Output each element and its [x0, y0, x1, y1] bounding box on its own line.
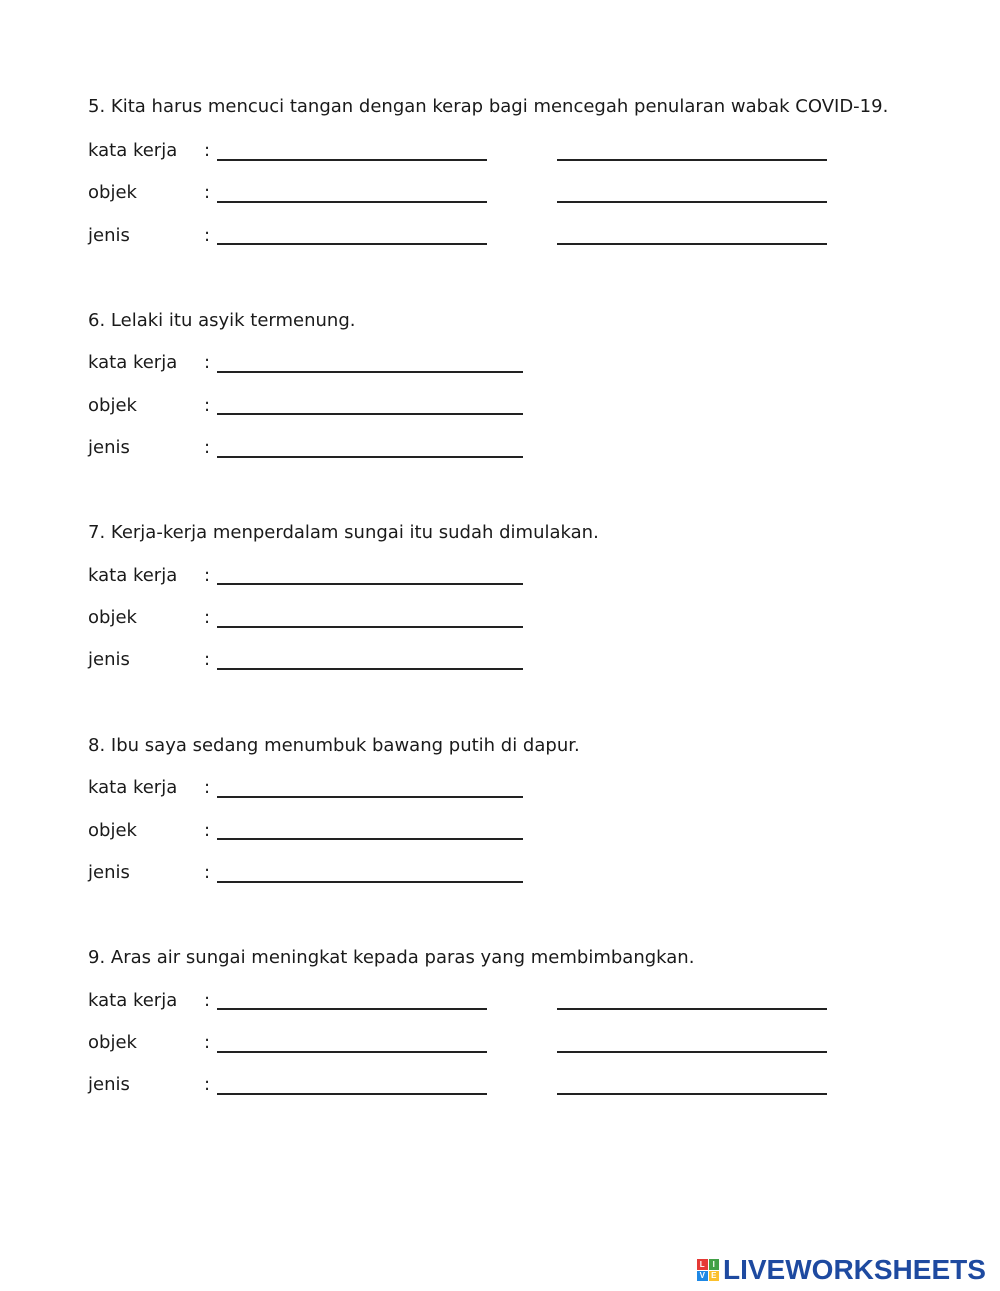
answer-blank-q7-type[interactable]: [217, 668, 523, 670]
colon: :: [204, 182, 211, 203]
logo-letter: V: [697, 1271, 708, 1282]
logo-letter: I: [709, 1259, 720, 1270]
colon: :: [204, 225, 211, 246]
label-jenis: jenis: [88, 225, 130, 246]
answer-blank-q5-verb-1[interactable]: [217, 159, 487, 161]
answer-blank-q8-object[interactable]: [217, 838, 523, 840]
answer-blank-q5-object-1[interactable]: [217, 201, 487, 203]
question-number: 9.: [88, 947, 106, 968]
question-text: Lelaki itu asyik termenung.: [110, 310, 356, 331]
label-kata-kerja: kata kerja: [88, 140, 178, 161]
answer-blank-q9-type-2[interactable]: [557, 1093, 827, 1095]
question-number: 7.: [88, 522, 106, 543]
liveworksheets-brand: [697, 1256, 986, 1284]
question-text: Kerja-kerja menperdalam sungai itu sudah dimulakan.: [110, 522, 599, 543]
question-text: Aras air sungai meningkat kepada paras yang membimbangkan.: [110, 947, 695, 968]
colon: :: [204, 607, 211, 628]
answer-blank-q6-object[interactable]: [217, 413, 523, 415]
label-kata-kerja: kata kerja: [88, 990, 178, 1011]
label-objek: objek: [88, 820, 137, 841]
label-kata-kerja: kata kerja: [88, 565, 178, 586]
label-kata-kerja: kata kerja: [88, 352, 178, 373]
liveworksheets-logo-icon: [697, 1259, 719, 1281]
label-objek: objek: [88, 1032, 137, 1053]
colon: :: [204, 1032, 211, 1053]
question-number: 6.: [88, 310, 106, 331]
answer-blank-q5-type-2[interactable]: [557, 243, 827, 245]
colon: :: [204, 1074, 211, 1095]
label-kata-kerja: kata kerja: [88, 777, 178, 798]
label-jenis: jenis: [88, 649, 130, 670]
colon: :: [204, 777, 211, 798]
question-5: [88, 96, 888, 117]
label-jenis: jenis: [88, 1074, 130, 1095]
colon: :: [204, 140, 211, 161]
answer-blank-q5-verb-2[interactable]: [557, 159, 827, 161]
answer-blank-q6-type[interactable]: [217, 456, 523, 458]
logo-letter: L: [697, 1259, 708, 1270]
answer-blank-q8-verb[interactable]: [217, 796, 523, 798]
answer-blank-q9-object-2[interactable]: [557, 1051, 827, 1053]
label-objek: objek: [88, 395, 137, 416]
colon: :: [204, 395, 211, 416]
colon: :: [204, 820, 211, 841]
brand-name: LIVEWORKSHEETS: [723, 1254, 986, 1285]
colon: :: [204, 565, 211, 586]
answer-blank-q9-type-1[interactable]: [217, 1093, 487, 1095]
question-6: [88, 310, 355, 331]
answer-blank-q9-verb-1[interactable]: [217, 1008, 487, 1010]
question-8: [88, 735, 580, 756]
colon: :: [204, 862, 211, 883]
answer-blank-q5-object-2[interactable]: [557, 201, 827, 203]
logo-letter: E: [709, 1271, 720, 1282]
question-7: [88, 522, 599, 543]
question-9: [88, 947, 694, 968]
colon: :: [204, 352, 211, 373]
colon: :: [204, 649, 211, 670]
answer-blank-q9-verb-2[interactable]: [557, 1008, 827, 1010]
question-text: Ibu saya sedang menumbuk bawang putih di dapur.: [110, 735, 580, 756]
answer-blank-q7-verb[interactable]: [217, 583, 523, 585]
answer-blank-q8-type[interactable]: [217, 881, 523, 883]
answer-blank-q7-object[interactable]: [217, 626, 523, 628]
colon: :: [204, 437, 211, 458]
answer-blank-q6-verb[interactable]: [217, 371, 523, 373]
question-text: Kita harus mencuci tangan dengan kerap bagi mencegah penularan wabak COVID-19.: [110, 96, 889, 117]
label-jenis: jenis: [88, 862, 130, 883]
label-objek: objek: [88, 607, 137, 628]
label-objek: objek: [88, 182, 137, 203]
answer-blank-q9-object-1[interactable]: [217, 1051, 487, 1053]
colon: :: [204, 990, 211, 1011]
question-number: 5.: [88, 96, 106, 117]
answer-blank-q5-type-1[interactable]: [217, 243, 487, 245]
question-number: 8.: [88, 735, 106, 756]
label-jenis: jenis: [88, 437, 130, 458]
